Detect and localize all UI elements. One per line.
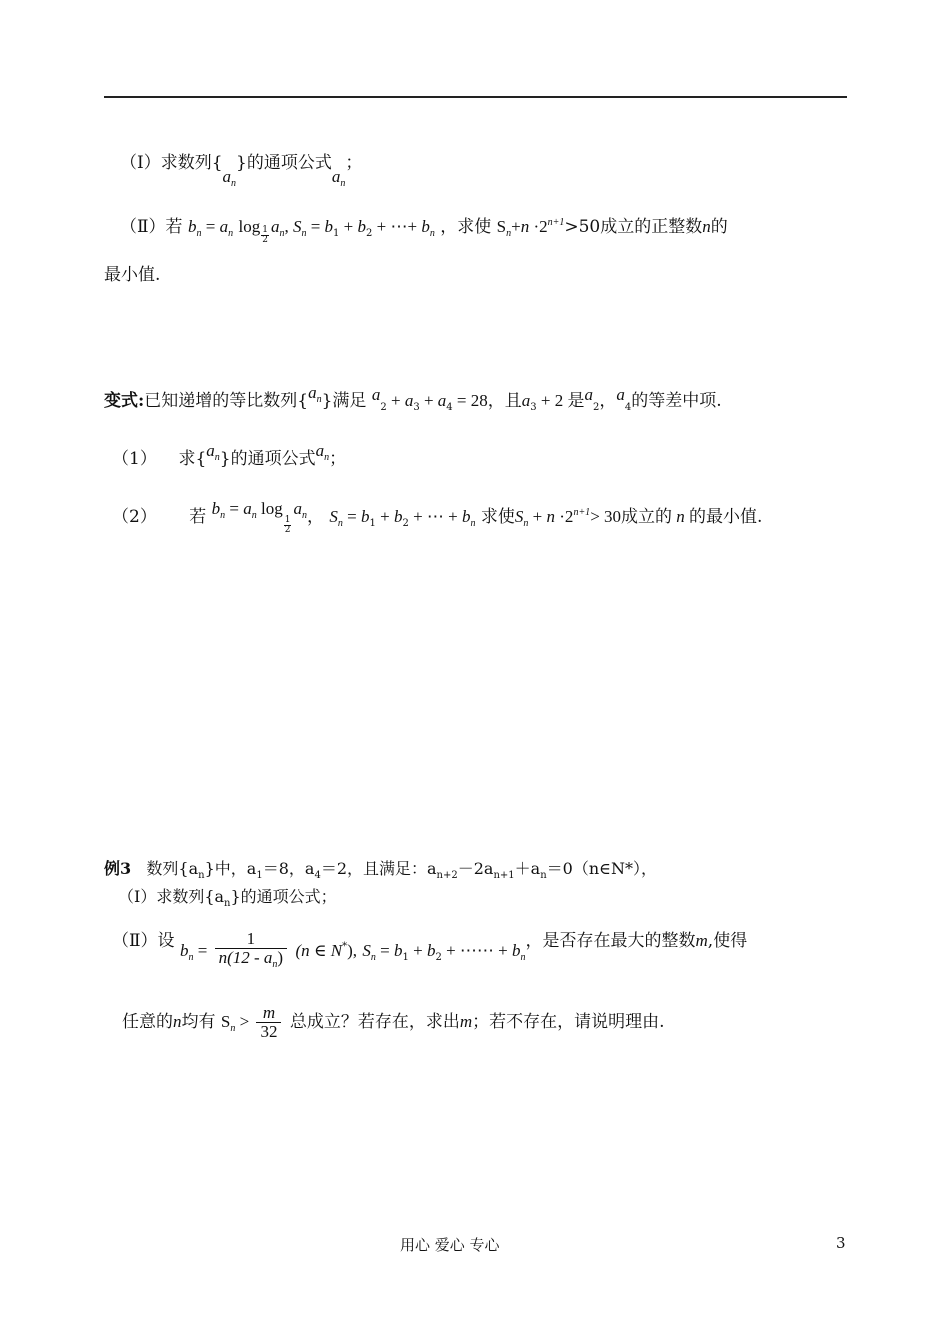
page-number: 3	[836, 1234, 846, 1252]
header-rule	[104, 96, 847, 98]
variant-question-2: （2） 若 $b_n = a_n$ log $\frac{1}{2}$ $a_n$， $S_n = b_1 + b_2$ + ⋯ + $b_n$ 求使$S_n + n \cdot 2^{n+1}> 30$成立的 n 的最小值.	[112, 499, 763, 535]
variant-question-1: （1） 求$\{a_n\}$的通项公式$a_n$；	[112, 441, 347, 469]
problem-part-2: （Ⅱ）若 $b_n = a_n$ log $\frac{1}{2}$ $a_n$, $S_n = b_1 + b_2$ + ⋯+ $b_n$ ，求使 $S_n+n \cdot 2^{n+1}>50$成立的正整数n的	[120, 217, 728, 245]
problem-part-1: （Ⅰ）求数列$\{a_n\}$的通项公式$a_n$；	[120, 153, 363, 189]
example-3-statement: 例3 数列$\{a_n\}$中，$a_1=8$，$a_4=2$，且满足：$a_{n+2}-2a_{n+1}+a_n=0(n\in N*)$，	[104, 859, 657, 881]
example-3-part-3: 任意的n均有 $S_n$ > $\frac{m}{32}$ 总成立？若存在，求出m；若不存在，请说明理由.	[122, 1003, 665, 1041]
footer-motto: 用心 爱心 专心	[400, 1236, 500, 1254]
example-3-part-1: （Ⅰ）求数列$\{a_n\}$的通项公式；	[118, 887, 337, 909]
example-3-part-2: （Ⅱ）设 $b_n$ = $\frac{1}{n(12 - a_n)}$ (n ∈ N*), $S_n = b_1 + b_2$ + ⋯⋯ + $b_n$，是否存在最大的整数m,使得	[112, 928, 748, 970]
problem-part-2-cont: 最小值.	[104, 265, 161, 285]
variant-statement: 变式:已知递增的等比数列$\{a_n\}$满足 $a_2 + a_3 + a_4 = 28$，且$a_3 + 2$ 是$a_2$，$a_4$的等差中项.	[104, 383, 722, 413]
